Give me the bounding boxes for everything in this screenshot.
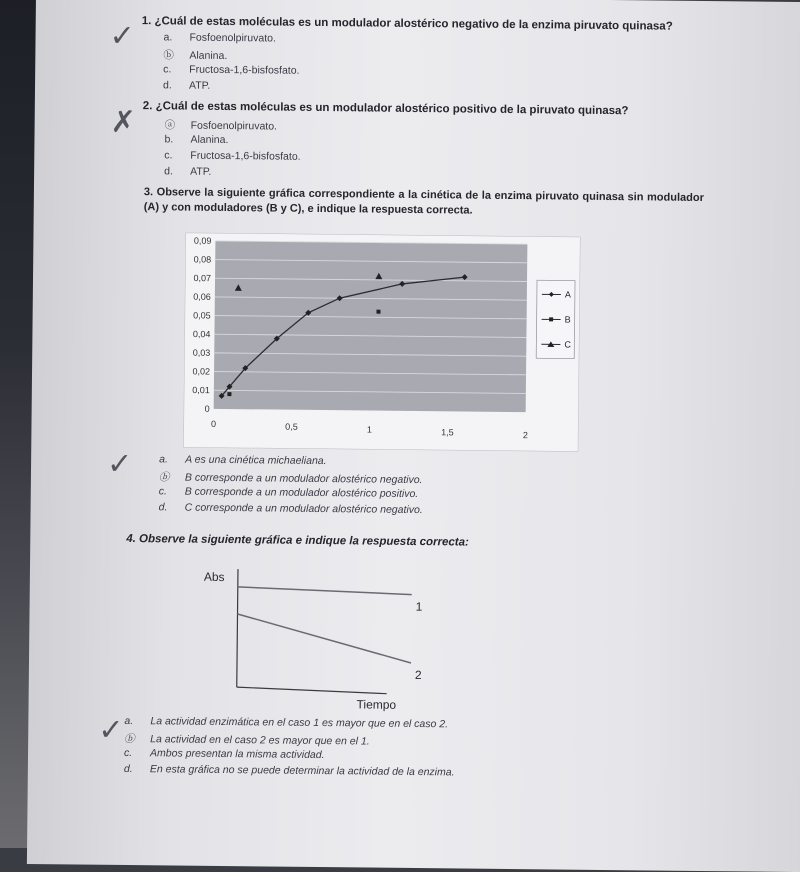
series-2-label: 2 [415, 668, 422, 682]
q4-option-b[interactable] [124, 731, 370, 749]
y-tick-label: 0,07 [193, 273, 211, 283]
legend-label-c: C [564, 340, 571, 350]
q1-option-b[interactable] [163, 47, 227, 63]
q1-title: 1. ¿Cuál de estas moléculas es un modulador alostérico negativo de la enzima piruvato quinasa? [142, 15, 673, 33]
option-text: En esta gráfica no se puede determinar la actividad de la enzima. [150, 763, 455, 778]
option-letter: a. [163, 31, 189, 43]
q2-option-d[interactable] [164, 165, 211, 177]
q4-title: 4. Observe la siguiente gráfica e indique la respuesta correcta: [126, 533, 469, 549]
q3-option-c[interactable] [159, 485, 419, 500]
exam-sheet [27, 0, 800, 872]
x-axis [237, 687, 387, 694]
q3-title: 3. Observe la siguiente gráfica correspondiente a la cinética de la enzima piruvato quinasa sin modulador (A) y con moduladores (B y C), e indique la respuesta correcta. [144, 185, 704, 221]
option-letter: b. [164, 133, 190, 145]
y-tick-label: 0,08 [194, 254, 212, 264]
q1-option-d[interactable] [163, 79, 210, 91]
option-letter: d. [159, 501, 185, 513]
option-text: ATP. [189, 80, 210, 92]
check-mark-icon: ✓ [107, 447, 133, 482]
series-1-label: 1 [416, 600, 423, 614]
option-letter: d. [124, 763, 150, 775]
plot-area [214, 241, 528, 412]
y-tick-label: 0,05 [193, 310, 211, 320]
option-text: Fructosa-1,6-bisfosfato. [189, 64, 299, 77]
y-tick-label: 0,09 [194, 236, 212, 246]
q2-option-c[interactable] [164, 149, 300, 162]
option-text: La actividad enzimática en el caso 1 es mayor que en el caso 2. [150, 715, 448, 730]
option-text: Alanina. [190, 134, 228, 146]
x-tick-label: 0 [211, 419, 216, 429]
q4-option-d[interactable] [124, 763, 455, 778]
y-tick-label: 0,02 [192, 366, 210, 376]
option-letter: a. [159, 453, 185, 465]
option-letter: ⓐ [165, 117, 191, 132]
legend-label-a: A [565, 290, 571, 300]
q2-title: 2. ¿Cuál de estas moléculas es un modulador alostérico positivo de la piruvato quinasa? [143, 100, 629, 117]
option-text: B corresponde a un modulador alostérico negativo. [185, 472, 423, 486]
q3-option-a[interactable] [159, 453, 327, 467]
y-tick-label: 0,01 [192, 385, 210, 395]
x-tick-label: 2 [523, 430, 528, 440]
option-letter: a. [124, 715, 150, 727]
absorbance-chart [189, 561, 431, 714]
q2-option-a[interactable] [165, 117, 278, 133]
check-mark-icon: ✓ [98, 713, 124, 748]
option-text: La actividad en el caso 2 es mayor que en el 1. [150, 733, 370, 747]
legend-label-b: B [565, 315, 571, 325]
cross-mark-icon: ✗ [110, 105, 136, 140]
option-letter: ⓑ [159, 469, 185, 484]
legend-marker-b [549, 317, 553, 321]
q1-option-a[interactable] [163, 31, 276, 44]
option-text: ATP. [190, 166, 211, 178]
option-letter: ⓑ [124, 731, 150, 746]
series-b-point [227, 392, 231, 396]
option-letter: ⓑ [163, 47, 189, 62]
q4-option-a[interactable] [124, 715, 448, 730]
option-letter: c. [124, 747, 150, 759]
q3-option-d[interactable] [159, 501, 423, 516]
series-2-line [237, 614, 411, 663]
y-tick-label: 0,03 [193, 348, 211, 358]
option-text: Fructosa-1,6-bisfosfato. [190, 150, 300, 163]
x-tick-label: 1 [367, 424, 372, 434]
check-mark-icon: ✓ [109, 19, 135, 54]
x-tick-label: 0,5 [285, 422, 298, 432]
option-text: A es una cinética michaeliana. [185, 454, 327, 467]
q2-option-b[interactable] [164, 133, 228, 146]
option-text: Fosfoenolpiruvato. [191, 120, 278, 133]
q3-option-b[interactable] [159, 469, 423, 487]
option-letter: c. [164, 149, 190, 161]
y-tick-label: 0 [205, 404, 210, 414]
q1-option-c[interactable] [163, 63, 299, 76]
option-letter: c. [159, 485, 185, 497]
option-letter: c. [163, 63, 189, 75]
y-tick-label: 0,04 [193, 329, 211, 339]
q4-option-c[interactable] [124, 747, 325, 761]
kinetics-chart [183, 233, 580, 452]
option-text: Ambos presentan la misma actividad. [150, 747, 325, 761]
series-1-line [238, 587, 412, 595]
y-tick-label: 0,06 [193, 292, 211, 302]
option-text: C corresponde a un modulador alostérico negativo. [185, 502, 423, 516]
option-text: Alanina. [189, 50, 227, 62]
option-letter: d. [164, 165, 190, 177]
x-tick-label: 1,5 [441, 427, 454, 437]
option-text: Fosfoenolpiruvato. [189, 32, 276, 45]
option-text: B corresponde a un modulador alostérico positivo. [185, 486, 419, 500]
series-b-point [376, 310, 380, 314]
x-axis-label: Tiempo [357, 697, 397, 711]
y-axis-label: Abs [204, 570, 225, 584]
option-letter: d. [163, 79, 189, 91]
